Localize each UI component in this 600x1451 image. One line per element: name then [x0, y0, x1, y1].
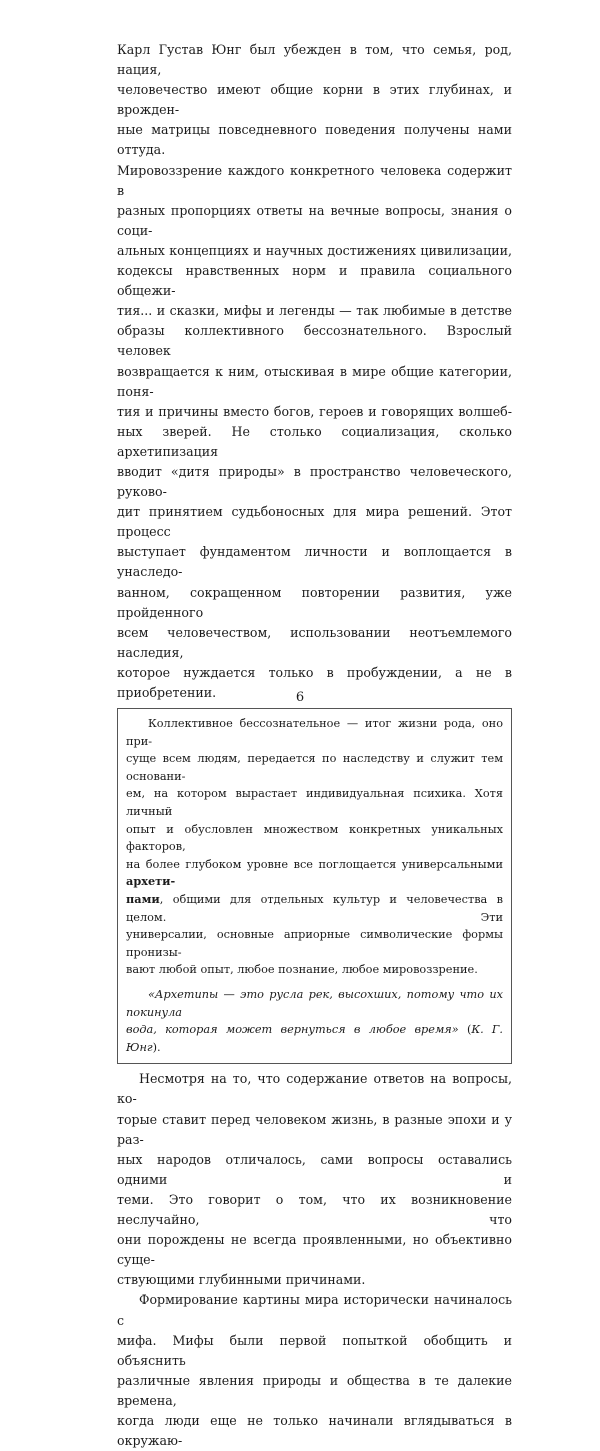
text-line: альных концепциях и научных достижениях цивилизации, — [117, 242, 512, 258]
bold-term: пами — [126, 892, 160, 907]
text-line: Несмотря на то, что содержание ответов на вопросы, ко- — [117, 1071, 512, 1107]
quote-text: вода, которая может вернуться в любое время» — [126, 1023, 459, 1037]
bold-term: архети- — [126, 874, 176, 889]
text-line: вводит «дитя природы» в пространство человеческого, руково- — [117, 463, 512, 500]
text-line: возвращается к ним, отыскивая в мире общие категории, поня- — [117, 363, 512, 399]
box-line: суще всем людям, передается по наследству и служит тем основани- — [126, 752, 503, 783]
text-line: мифа. Мифы были первой попыткой обобщить и объяснить — [117, 1332, 512, 1368]
text-line: Мировоззрение каждого конкретного человека содержит в — [117, 162, 512, 198]
box-line: вают любой опыт, любое познание, любое мировоззрение. — [126, 963, 478, 977]
text-line: которое нуждается только в пробуждении, а не в приобретении. — [117, 664, 512, 700]
text-line: разных пропорциях ответы на вечные вопросы, знания о соци- — [117, 202, 512, 238]
sidebar-note-box — [117, 708, 512, 1064]
text-line: Карл Густав Юнг был убежден в том, что семья, род, нация, — [117, 42, 512, 78]
text-line: ных народов отличалось, сами вопросы оставались одними и — [117, 1151, 512, 1187]
text-line: дит принятием судьбоносных для мира решений. Этот процесс — [117, 504, 512, 540]
box-text: , общими для отдельных культур и человечества в целом. Эти — [126, 893, 503, 924]
text-line: выступает фундаментом личности и воплощается в унаследо- — [117, 544, 512, 580]
text-line: тия... и сказки, мифы и легенды — так любимые в детстве — [117, 303, 512, 319]
text-line: торые ставит перед человеком жизнь, в разные эпохи и у раз- — [117, 1111, 512, 1147]
text-line: ных зверей. Не столько социализация, сколько архетипизация — [117, 423, 512, 459]
quote-paren: ). — [152, 1040, 161, 1054]
box-line — [126, 856, 503, 891]
text-line: ные матрицы повседневного поведения получены нами оттуда. — [117, 122, 512, 158]
quote-line — [126, 1021, 503, 1056]
text-line: образы коллективного бессознательного. Взрослый человек — [117, 323, 512, 359]
text-line: тия и причины вместо богов, героев и говорящих волшеб- — [117, 403, 512, 419]
paragraph-1 — [117, 40, 512, 703]
text-line: всем человечеством, использовании неотъемлемого наследия, — [117, 624, 512, 660]
text-line: они порождены не всегда проявленными, но объективно суще- — [117, 1232, 512, 1268]
text-line: Формирование картины мира исторически начиналось с — [117, 1292, 512, 1328]
text-line: ствующими глубинными причинами. — [117, 1272, 366, 1288]
text-line: человечество имеют общие корни в этих глубинах, и врожден- — [117, 82, 512, 118]
quote-line: «Архетипы — это русла рек, высохших, потому что их покинула — [126, 988, 503, 1019]
box-line: опыт и обусловлен множеством конкретных уникальных факторов, — [126, 822, 503, 854]
paragraph-2 — [117, 1069, 512, 1290]
box-line: ем, на котором вырастает индивидуальная психика. Хотя личный — [126, 787, 503, 819]
quote-paren: ( — [458, 1023, 472, 1037]
paragraph-3 — [117, 1290, 512, 1451]
box-text: на более глубоком уровне все поглощается универсальными — [126, 857, 503, 871]
box-line: универсалии, основные априорные символические формы пронизы- — [126, 928, 503, 959]
text-line: различные явления природы и общества в те далекие времена, — [117, 1372, 512, 1408]
text-line: кодексы нравственных норм и правила социального общежи- — [117, 263, 512, 299]
page-number: 6 — [295, 690, 305, 705]
text-line: теми. Это говорит о том, что их возникновение неслучайно, что — [117, 1191, 512, 1228]
box-line: Коллективное бессознательное — итог жизни рода, оно при- — [126, 717, 503, 748]
text-line: когда люди еще не только начинали вглядываться в окружаю- — [117, 1412, 512, 1449]
text-line: ванном, сокращенном повторении развития, уже пройденного — [117, 584, 512, 620]
box-line — [126, 891, 503, 926]
quote-author: К. Г. Юнг — [126, 1023, 504, 1054]
page-body — [117, 40, 512, 1451]
